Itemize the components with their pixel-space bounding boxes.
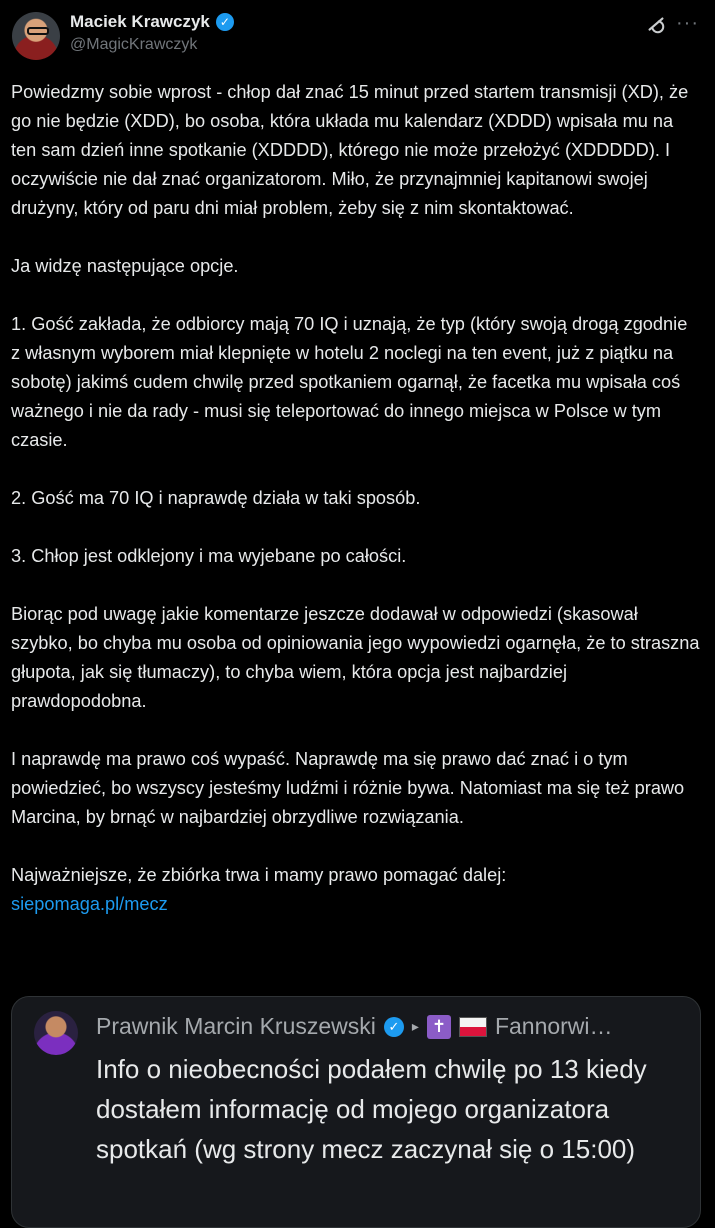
paragraph-gap: [11, 223, 701, 252]
paragraph-gap: [11, 716, 701, 745]
paragraph-gap: [11, 571, 701, 600]
tweet-paragraph: Ja widzę następujące opcje.: [11, 256, 239, 276]
tweet-header: [10, 10, 705, 70]
tweet-paragraph: Najważniejsze, że zbiórka trwa i mamy prawo pomagać dalej:: [11, 865, 507, 885]
paragraph-gap: [11, 281, 701, 310]
avatar-glasses: [27, 27, 49, 35]
quoted-tweet-header: [96, 1013, 686, 1040]
quoted-community-name[interactable]: Fannorwi…: [494, 1013, 613, 1039]
tweet-paragraph: 3. Chłop jest odklejony i ma wyjebane po całości.: [11, 546, 407, 566]
tweet-paragraph: 2. Gość ma 70 IQ i naprawdę działa w taki sposób.: [11, 488, 421, 508]
author-handle[interactable]: @MagicKrawczyk: [70, 36, 198, 53]
tweet-paragraph: 1. Gość zakłada, że odbiorcy mają 70 IQ i uznają, że typ (który swoją drogą zgodnie z własnym wyborem miał klepnięte w hotelu 2 noclegi na ten event, już z piątku na sobotę) jakimś cudem chwilę przed spotkaniem ogarnął, że facetka mu wpisała coś ważnego i nie da rady - musi się teleportować do innego miejsca w Polsce w tym czasie.: [11, 314, 688, 450]
more-options-icon[interactable]: ···: [676, 12, 699, 34]
tweet-text: [11, 78, 701, 919]
quoted-author-name[interactable]: Prawnik Marcin Kruszewski: [96, 1013, 376, 1039]
tweet-paragraph: Biorąc pod uwagę jakie komentarze jeszcze dodawał w odpowiedzi (skasował szybko, bo chyba mu osoba od opiniowania jego wypowiedzi ogarnęła, że to straszna głupota, jak się tłumaczy), to chyba wiem, która opcja jest najbardziej prawdopodobna.: [11, 604, 700, 711]
author-display-name[interactable]: Maciek Krawczyk: [70, 12, 210, 31]
author-avatar[interactable]: [12, 12, 60, 60]
paragraph-gap: [11, 455, 701, 484]
tweet-paragraph: I naprawdę ma prawo coś wypaść. Naprawdę ma się prawo dać znać i o tym powiedzieć, bo wszyscy jesteśmy ludźmi i różnie bywa. Natomiast ma się też prawo Marcina, by brnąć w najbardziej obrzydliwe rozwiązania.: [11, 749, 685, 827]
cross-emoji-icon: ✝: [427, 1015, 451, 1039]
author-name-row: [70, 12, 234, 32]
quoted-tweet-card[interactable]: [11, 996, 701, 1228]
quoted-verified-badge-icon: ✓: [384, 1017, 404, 1037]
fundraiser-link[interactable]: siepomaga.pl/mecz: [11, 894, 168, 914]
poland-flag-icon: [459, 1017, 487, 1037]
grok-icon[interactable]: [645, 14, 667, 36]
quoted-author-avatar[interactable]: [34, 1011, 78, 1055]
tweet-paragraph: Powiedzmy sobie wprost - chłop dał znać 15 minut przed startem transmisji (XD), że go nie będzie (XDD), bo osoba, która układa mu kalendarz (XDDD) wpisała mu na ten sam dzień inne spotkanie (XDDDD), którego nie może przełożyć (XDDDDD). I oczywiście nie dał znać organizatorom. Miło, że przynajmniej kapitanowi swojej drużyny, który od paru dni miał problem, żeby się z nim skontaktować.: [11, 82, 689, 218]
verified-badge-icon: ✓: [216, 13, 234, 31]
quoted-tweet-text: Info o nieobecności podałem chwilę po 13 kiedy dostałem informację od mojego organizatora spotkań (wg strony mecz zaczynał się o 15:00): [96, 1054, 647, 1164]
community-arrow-icon: ▸: [411, 1018, 419, 1034]
paragraph-gap: [11, 513, 701, 542]
paragraph-gap: [11, 832, 701, 861]
